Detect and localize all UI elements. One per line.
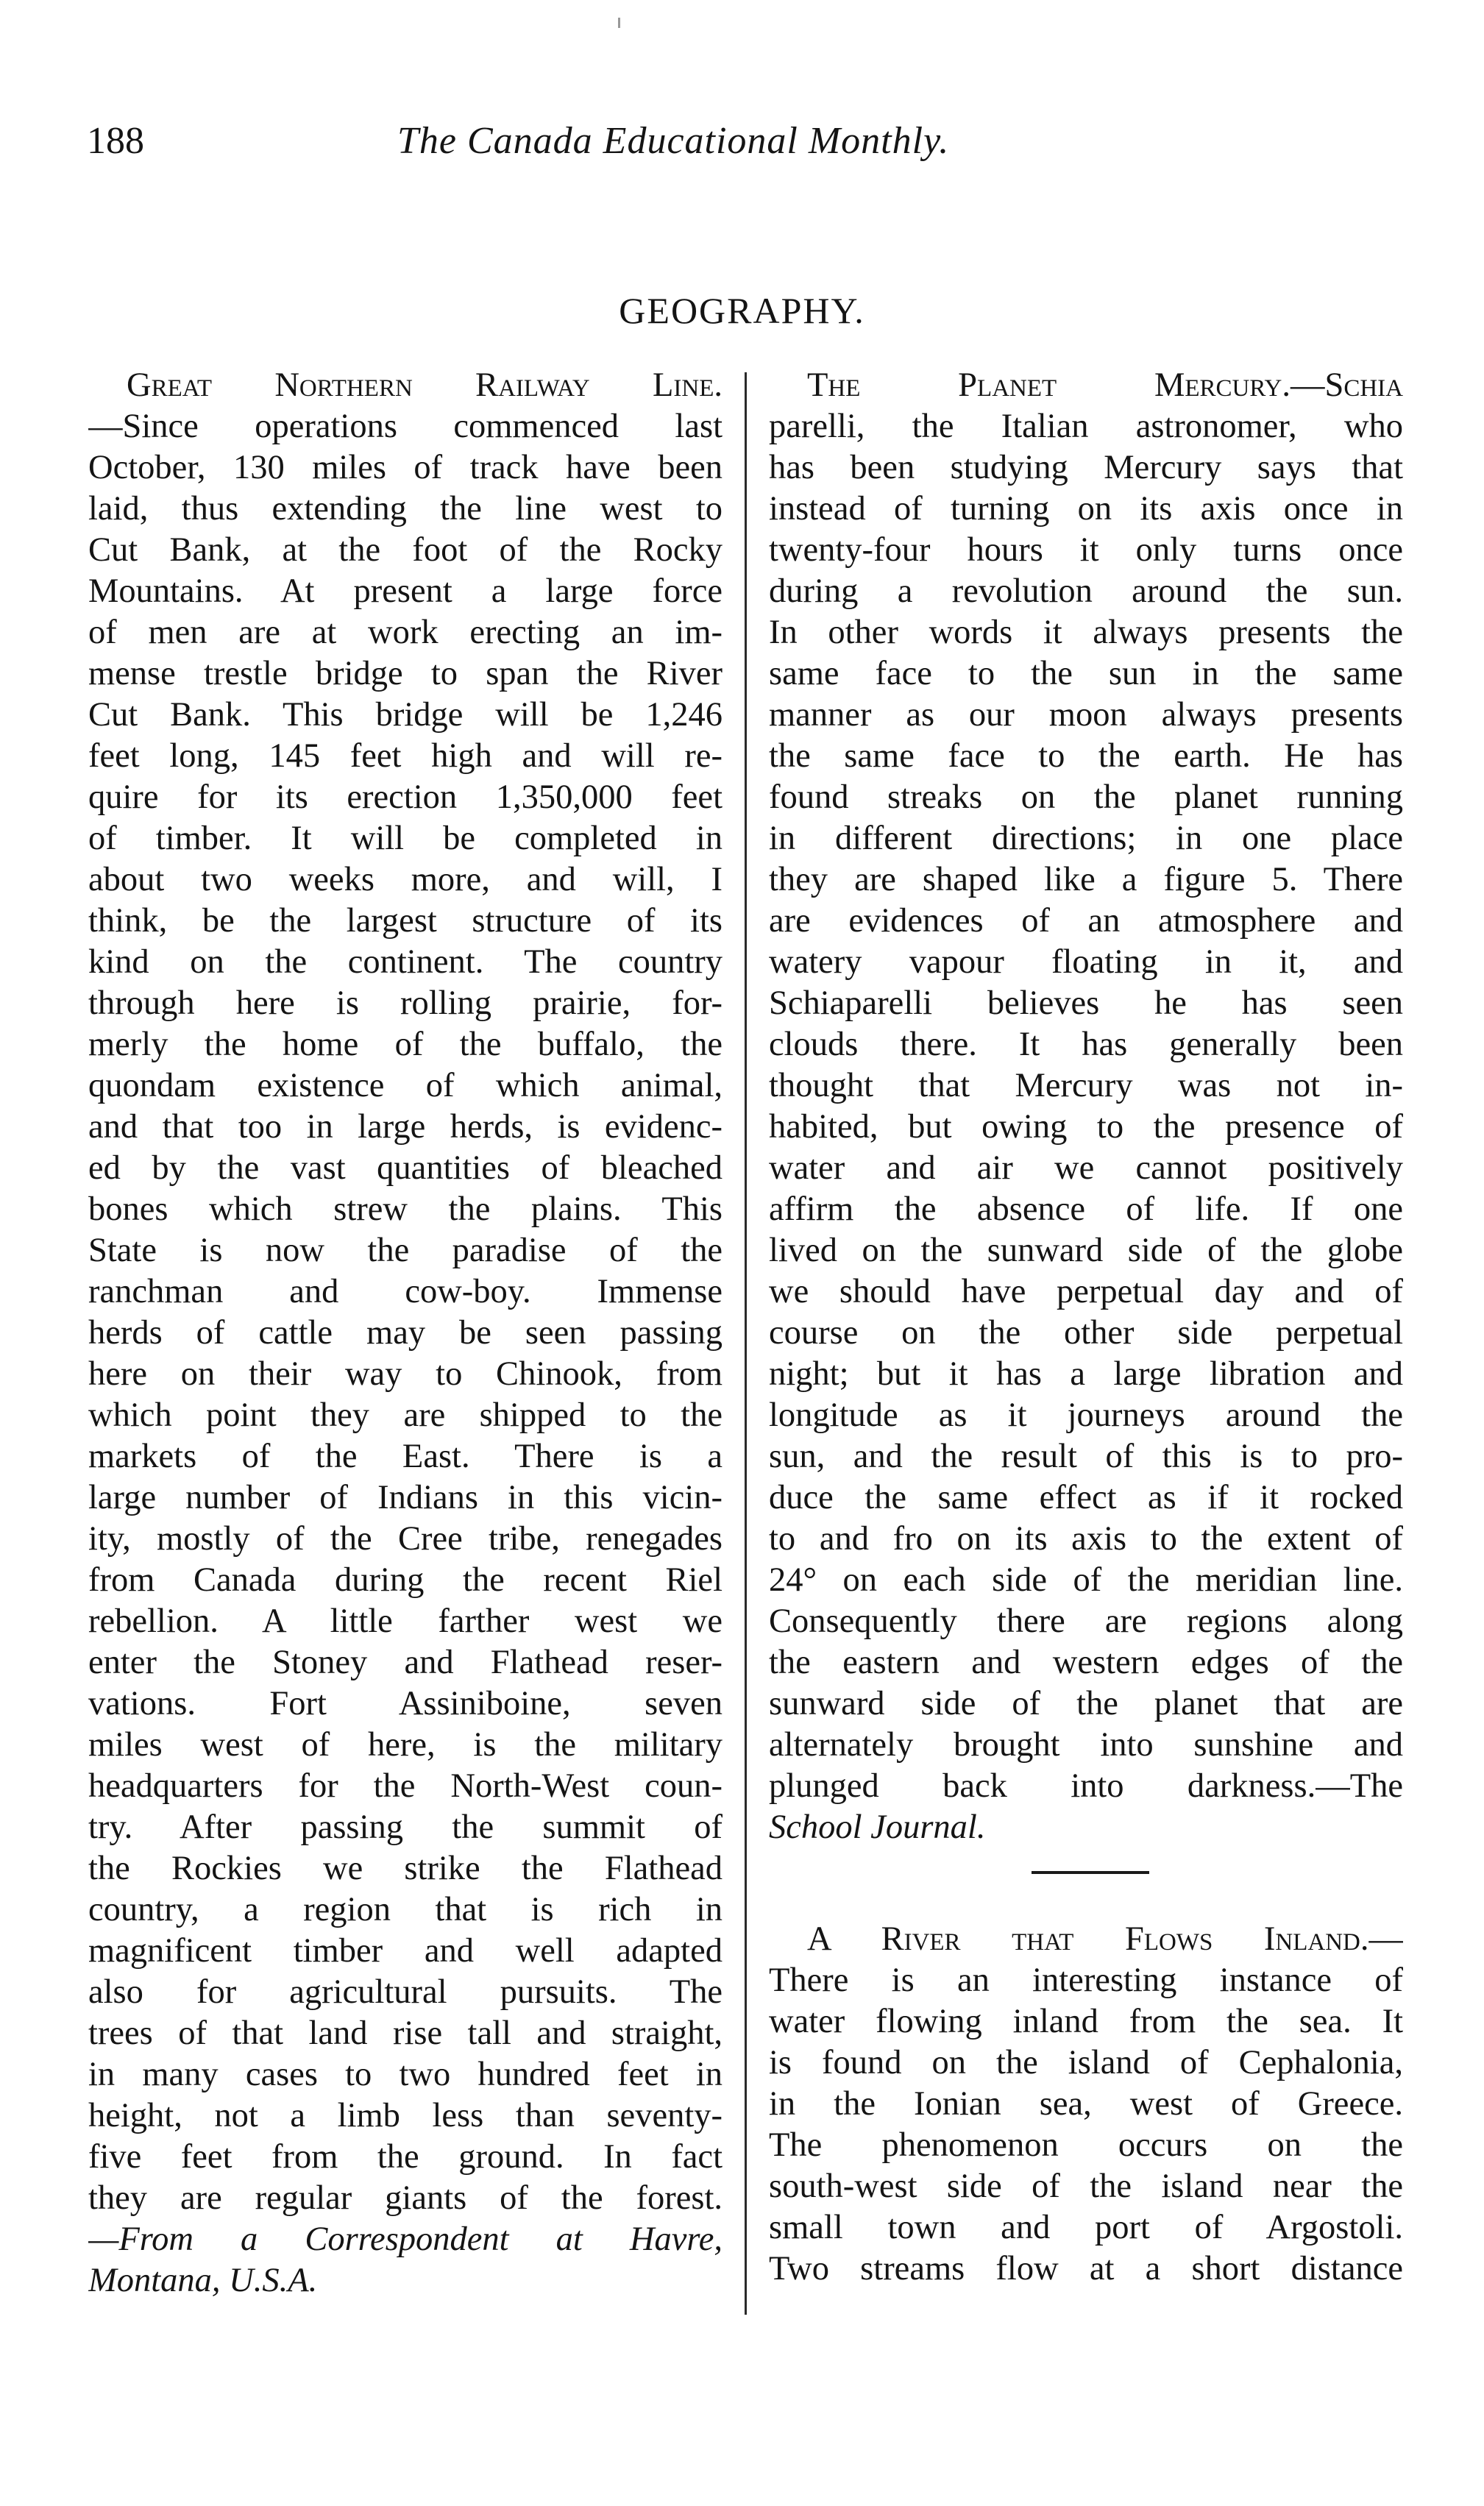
text-line: plunged back into darkness.—The xyxy=(769,1767,1403,1805)
right-column-article-mercury xyxy=(769,365,1403,1848)
text-line: ranchman and cow-boy. Immense xyxy=(88,1273,723,1310)
text-line: Mountains. At present a large force xyxy=(88,572,723,610)
text-line: The phenomenon occurs on the xyxy=(769,2126,1403,2164)
text-line: affirm the absence of life. If one xyxy=(769,1190,1403,1228)
text-line: the eastern and western edges of the xyxy=(769,1644,1403,1681)
text-line: Consequently there are regions along xyxy=(769,1602,1403,1640)
text-line: same face to the sun in the same xyxy=(769,655,1403,692)
text-line: habited, but owing to the presence of xyxy=(769,1108,1403,1146)
text-line: here on their way to Chinook, from xyxy=(88,1355,723,1393)
text-line: alternately brought into sunshine and xyxy=(769,1726,1403,1764)
attribution-line: Montana, U.S.A. xyxy=(88,2262,318,2299)
scan-speck xyxy=(618,18,620,28)
text-line: bones which strew the plains. This xyxy=(88,1190,723,1228)
right-column-article-river xyxy=(769,1919,1403,2290)
text-line: small town and port of Argostoli. xyxy=(769,2209,1403,2246)
text-line: herds of cattle may be seen passing xyxy=(88,1314,723,1352)
attribution-line: —From a Correspondent at Havre, xyxy=(88,2221,723,2258)
text-line: the same face to the earth. He has xyxy=(769,737,1403,775)
column-divider xyxy=(745,372,747,2315)
text-line: There is an interesting instance of xyxy=(769,1962,1403,1999)
section-title: GEOGRAPHY. xyxy=(619,290,865,331)
text-line: is found on the island of Cephalonia, xyxy=(769,2044,1403,2081)
text-line: feet long, 145 feet high and will re- xyxy=(88,737,723,775)
text-line: sun, and the result of this is to pro- xyxy=(769,1438,1403,1475)
text-line: ity, mostly of the Cree tribe, renegades xyxy=(88,1520,723,1558)
text-line: five feet from the ground. In fact xyxy=(88,2138,723,2176)
page-number: 188 xyxy=(87,120,144,162)
text-line: water and air we cannot positively xyxy=(769,1149,1403,1187)
text-line: markets of the East. There is a xyxy=(88,1438,723,1475)
left-column xyxy=(88,365,723,2301)
text-line: think, be the largest structure of its xyxy=(88,902,723,940)
text-line: merly the home of the buffalo, the xyxy=(88,1026,723,1063)
text-line: manner as our moon always presents xyxy=(769,696,1403,734)
text-line: trees of that land rise tall and straight, xyxy=(88,2015,723,2052)
text-line: Schiaparelli believes he has seen xyxy=(769,984,1403,1022)
article-heading: The Planet Mercury.—Schia xyxy=(807,366,1403,404)
text-line: night; but it has a large libration and xyxy=(769,1355,1403,1393)
text-line: laid, thus extending the line west to xyxy=(88,490,723,528)
text-line: Two streams flow at a short distance xyxy=(769,2250,1403,2287)
text-line: watery vapour floating in it, and xyxy=(769,943,1403,981)
text-line: magnificent timber and well adapted xyxy=(88,1932,723,1970)
text-line: about two weeks more, and will, I xyxy=(88,861,723,898)
text-line: ed by the vast quantities of bleached xyxy=(88,1149,723,1187)
text-line: are evidences of an atmosphere and xyxy=(769,902,1403,940)
text-line: —Since operations commenced last xyxy=(88,408,723,445)
text-line: thought that Mercury was not in- xyxy=(769,1067,1403,1104)
text-line: they are shaped like a figure 5. There xyxy=(769,861,1403,898)
text-line: instead of turning on its axis once in xyxy=(769,490,1403,528)
text-line: 24° on each side of the meridian line. xyxy=(769,1561,1403,1599)
text-line: large number of Indians in this vicin- xyxy=(88,1479,723,1516)
text-line: of men are at work erecting an im- xyxy=(88,614,723,651)
running-head: The Canada Educational Monthly. xyxy=(397,120,950,162)
text-line: rebellion. A little farther west we xyxy=(88,1602,723,1640)
text-line: duce the same effect as if it rocked xyxy=(769,1479,1403,1516)
text-line: Cut Bank. This bridge will be 1,246 xyxy=(88,696,723,734)
text-line: during a revolution around the sun. xyxy=(769,572,1403,610)
text-line: found streaks on the planet running xyxy=(769,778,1403,816)
article-separator-rule xyxy=(1032,1871,1149,1874)
text-line: quire for its erection 1,350,000 feet xyxy=(88,778,723,816)
text-line: country, a region that is rich in xyxy=(88,1891,723,1928)
text-line: longitude as it journeys around the xyxy=(769,1396,1403,1434)
text-line: in many cases to two hundred feet in xyxy=(88,2056,723,2093)
text-line: quondam existence of which animal, xyxy=(88,1067,723,1104)
text-line: headquarters for the North-West coun- xyxy=(88,1767,723,1805)
attribution-line: School Journal. xyxy=(769,1808,986,1846)
text-line: Cut Bank, at the foot of the Rocky xyxy=(88,531,723,569)
text-line: vations. Fort Assiniboine, seven xyxy=(88,1685,723,1722)
text-line: of timber. It will be completed in xyxy=(88,820,723,857)
text-line: south-west side of the island near the xyxy=(769,2168,1403,2205)
text-line: from Canada during the recent Riel xyxy=(88,1561,723,1599)
text-line: in the Ionian sea, west of Greece. xyxy=(769,2085,1403,2123)
text-line: clouds there. It has generally been xyxy=(769,1026,1403,1063)
text-line: water flowing inland from the sea. It xyxy=(769,2003,1403,2040)
text-line: parelli, the Italian astronomer, who xyxy=(769,408,1403,445)
text-line: height, not a limb less than seventy- xyxy=(88,2097,723,2134)
text-line: October, 130 miles of track have been xyxy=(88,449,723,486)
text-line: twenty-four hours it only turns once xyxy=(769,531,1403,569)
text-line: State is now the paradise of the xyxy=(88,1232,723,1269)
text-line: In other words it always presents the xyxy=(769,614,1403,651)
text-line: to and fro on its axis to the extent of xyxy=(769,1520,1403,1558)
text-line: the Rockies we strike the Flathead xyxy=(88,1850,723,1887)
article-heading: Great Northern Railway Line. xyxy=(127,366,723,404)
text-line: try. After passing the summit of xyxy=(88,1808,723,1846)
text-line: has been studying Mercury says that xyxy=(769,449,1403,486)
text-line: also for agricultural pursuits. The xyxy=(88,1973,723,2011)
text-line: kind on the continent. The country xyxy=(88,943,723,981)
text-line: enter the Stoney and Flathead reser- xyxy=(88,1644,723,1681)
text-line: which point they are shipped to the xyxy=(88,1396,723,1434)
text-line: in different directions; in one place xyxy=(769,820,1403,857)
text-line: and that too in large herds, is evidenc- xyxy=(88,1108,723,1146)
text-line: through here is rolling prairie, for- xyxy=(88,984,723,1022)
text-line: we should have perpetual day and of xyxy=(769,1273,1403,1310)
text-line: lived on the sunward side of the globe xyxy=(769,1232,1403,1269)
text-line: mense trestle bridge to span the River xyxy=(88,655,723,692)
text-line: miles west of here, is the military xyxy=(88,1726,723,1764)
text-line: they are regular giants of the forest. xyxy=(88,2179,723,2217)
article-heading: A River that Flows Inland.— xyxy=(807,1920,1403,1958)
text-line: sunward side of the planet that are xyxy=(769,1685,1403,1722)
text-line: course on the other side perpetual xyxy=(769,1314,1403,1352)
